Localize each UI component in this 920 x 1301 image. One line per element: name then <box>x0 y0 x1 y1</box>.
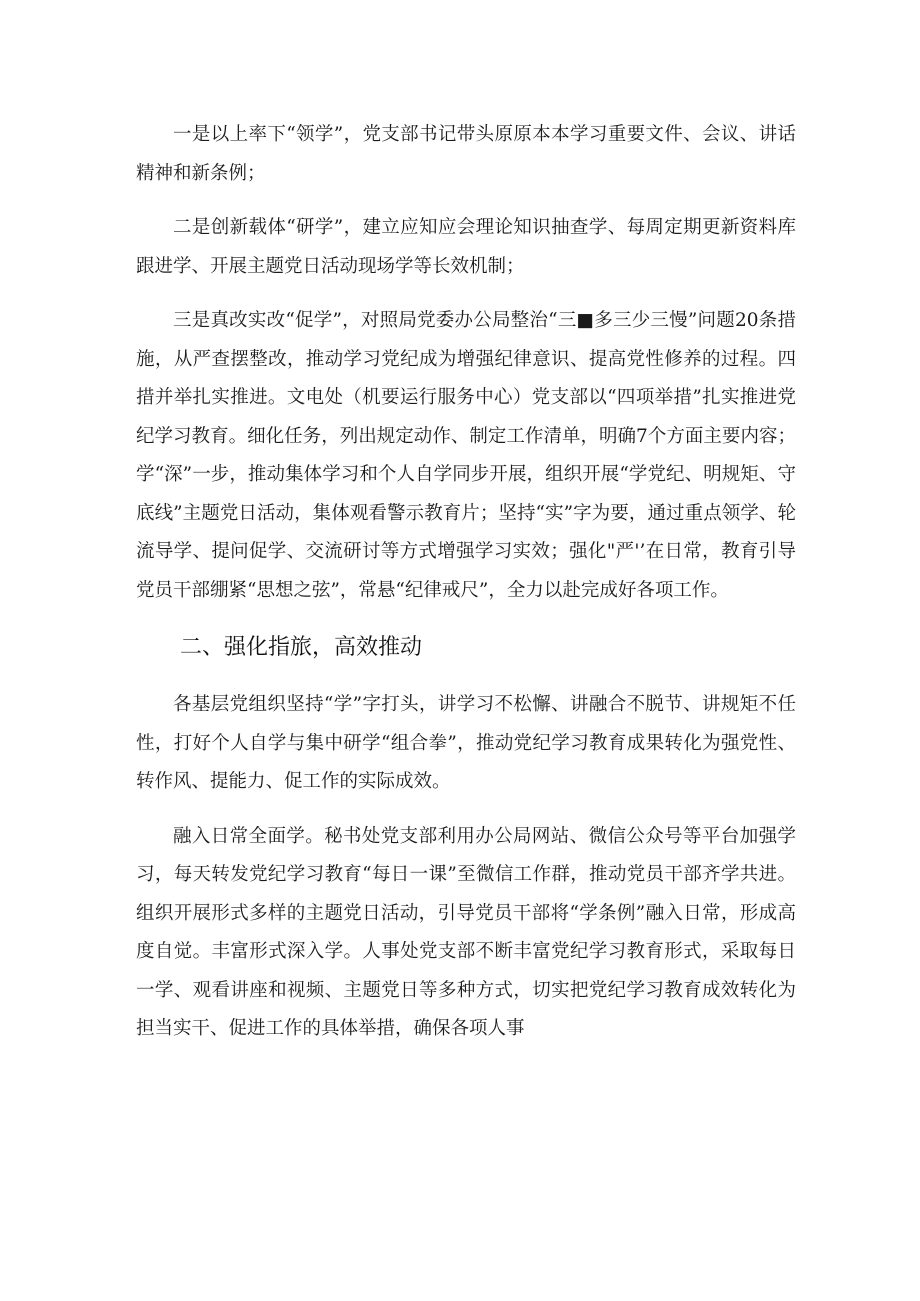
paragraph-innovative-study: 二是创新载体“研学”，建立应知应会理论知识抽查学、每周定期更新资料库跟进学、开展主题党日活动现场学等长效机制； <box>136 217 796 277</box>
paragraph-grassroots-organizations: 各基层党组织坚持“学”字打头，讲学习不松懈、讲融合不脱节、讲规矩不任性，打好个人自学与集中研学“组合拳”，推动党纪学习教育成果转化为强党性、转作风、提能力、促工作的实际成效。 <box>136 694 796 792</box>
document-body <box>136 116 796 1065</box>
paragraph-daily-study: 融入日常全面学。秘书处党支部利用办公局网站、微信公众号等平台加强学习，每天转发党纪学习教育“每日一课”至微信工作群，推动党员干部齐学共进。组织开展形式多样的主题党日活动，引导党员干部将“学条例”融入日常，形成高度自觉。丰富形式深入学。人事处党支部不断丰富党纪学习教育形式，采取每日一学、观看讲座和视频、主题党日等多种方式，切实把党纪学习教育成效转化为担当实干、促进工作的具体举措，确保各项人事 <box>136 825 796 1039</box>
paragraph-lead-study: 一是以上率下“领学”，党支部书记带头原原本本学习重要文件、会议、讲话精神和新条例； <box>136 124 796 184</box>
paragraph-rectify-study: 三是真改实改“促学”，对照局党委办公局整治“三■多三少三慢”问题20条措施，从严查摆整改，推动学习党纪成为增强纪律意识、提高党性修养的过程。四措并举扎实推进。文电处（机要运行服务中心）党支部以“四项举措”扎实推进党纪学习教育。细化任务，列出规定动作、制定工作清单，明确7个方面主要内容；学“深”一步，推动集体学习和个人自学同步开展，组织开展“学党纪、明规矩、守底线”主题党日活动，集体观看警示教育片；坚持“实”字为要，通过重点领学、轮流导学、提问促学、交流研讨等方式增强学习实效；强化"严'’在日常，教育引导党员干部绷紧“思想之弦”，常悬“纪律戒尺”，全力以赴完成好各项工作。 <box>136 310 796 601</box>
section-heading: 二、强化指旅，高效推动 <box>180 635 423 660</box>
